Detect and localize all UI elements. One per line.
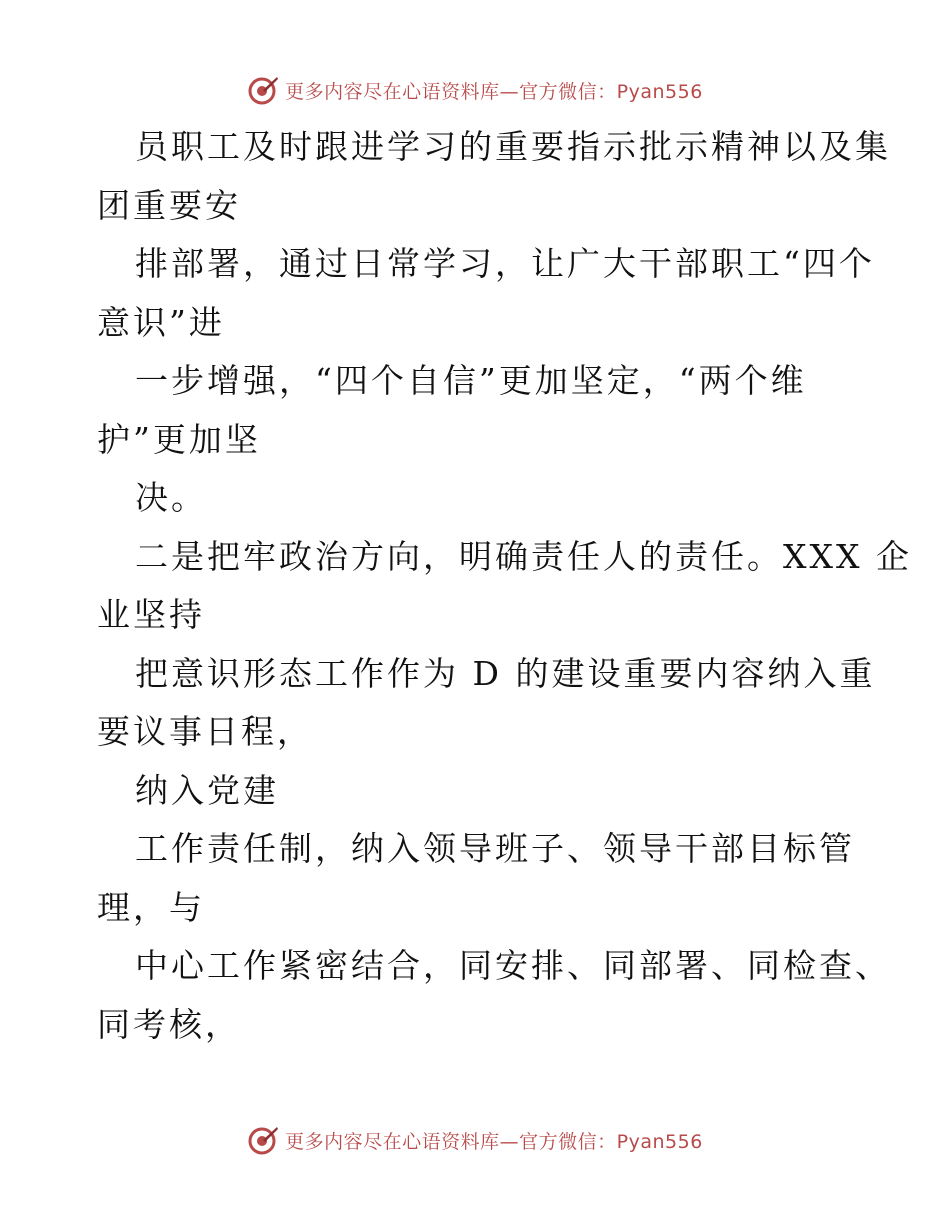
body-line: 二是把牢政治方向，明确责任人的责任。XXX 企 [135, 536, 912, 576]
body-line: 员职工及时跟进学习的重要指示批示精神以及集 [135, 127, 891, 166]
footer-banner-text: 更多内容尽在心语资料库—官方微信：Pyan556 [285, 1130, 703, 1153]
body-line: 一步增强，“四个自信”更加坚定，“两个维 [135, 361, 807, 400]
document-body [97, 118, 912, 1054]
footer-banner [0, 1120, 950, 1160]
pen-circle-logo-icon [247, 1124, 279, 1156]
header-banner [0, 70, 950, 110]
body-line: 排部署，通过日常学习，让广大干部职工“四个 [135, 244, 875, 283]
body-line: 把意识形态工作作为 D 的建设重要内容纳入重 [135, 653, 876, 693]
body-line: 决。 [135, 478, 207, 517]
pen-circle-logo-icon [247, 74, 279, 106]
body-line: 团重要安 [97, 185, 241, 225]
body-line: 工作责任制，纳入领导班子、领导干部目标管 [135, 829, 855, 868]
body-line: 纳入党建 [135, 770, 279, 810]
body-line: 理，与 [97, 887, 205, 927]
body-line: 业坚持 [97, 595, 205, 634]
header-banner-text: 更多内容尽在心语资料库—官方微信：Pyan556 [285, 80, 703, 103]
body-line: 意识”进 [97, 302, 225, 342]
body-line: 同考核， [97, 1004, 241, 1044]
body-line: 要议事日程， [97, 712, 313, 751]
body-line: 中心工作紧密结合，同安排、同部署、同检查、 [135, 946, 891, 985]
body-line: 护”更加坚 [97, 419, 261, 459]
